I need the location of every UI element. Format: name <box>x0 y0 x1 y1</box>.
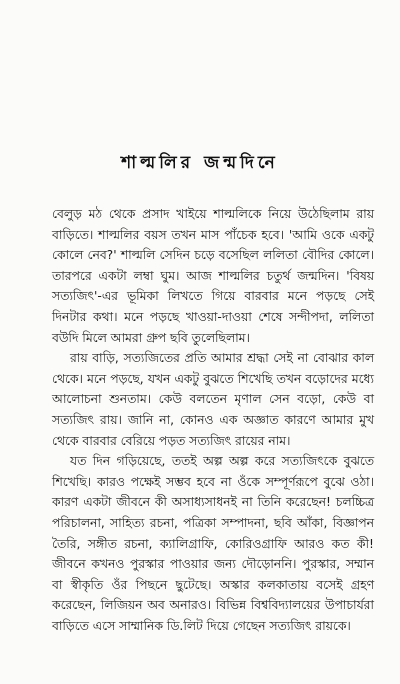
chapter-title: শাল্মলির জন্মদিনে <box>121 153 279 173</box>
paragraph-1: বেলুড় মঠ থেকে প্রসাদ খাইয়ে শাল্মলিকে নিয়ে উঠেছিলাম রায় বাড়িতে। শাল্মলির বয়স তখন মাস পাঁচেক হবে। 'আমি ওকে একটু কোলে নেব?' শাল্মলি সেদিন চড়ে বসেছিল ললিতা বৌদির কোলে। তারপরে একটা লম্বা ঘুম। আজ শাল্মলির চতুর্থ জন্মদিন। 'বিষয় সত্যজিৎ'-এর ভূমিকা লিখতে গিয়ে বারবার মনে পড়ছে সেই দিনটার কথা। মনে পড়ছে খাওয়া-দাওয়া শেষে সন্দীপদা, ললিতা বউদি মিলে আমরা গ্রুপ ছবি তুলেছিলাম। <box>52 207 374 345</box>
paragraph-3: যত দিন গড়িয়েছে, ততই অল্প অল্প করে সত্যজিৎকে বুঝতে শিখেছি। কারও পক্ষেই সম্ভব হবে না ওঁকে সম্পূর্ণরূপে বুঝে ওঠা। কারণ একটা জীবনে কী অসাধ্যসাধনই না তিনি করেছেন! চলচ্চিত্র পরিচালনা, সাহিত্য রচনা, পত্রিকা সম্পাদনা, ছবি আঁকা, বিজ্ঞাপন তৈরি, সঙ্গীত রচনা, ক্যালিগ্রাফি, কোরিওগ্রাফি আরও কত কী! জীবনে কখনও পুরস্কার পাওয়ার জন্য দৌড়োননি। পুরস্কার, সম্মান বা স্বীকৃতি ওঁর পিছনে ছুটেছে। অস্কার কলকাতায় বসেই গ্রহণ করেছেন, লিজিয়ন অব অনারও। বিভিন্ন বিশ্ববিদ্যালয়ের উপাচার্যরা বাড়িতে এসে সাম্মানিক ডি.লিট দিয়ে গেছেন সত্যজিৎ রায়কে। <box>52 454 374 633</box>
chapter-body <box>52 204 374 636</box>
paragraph-2: রায় বাড়ি, সত্যজিতের প্রতি আমার শ্রদ্ধা সেই না বোঝার কাল থেকে। মনে পড়ছে, যখন একটু বুঝতে শিখেছি তখন বড়োদের মধ্যে আলোচনা শুনতাম। কেউ বলতেন মৃণাল সেন বড়ো, কেউ বা সত্যজিৎ রায়। জানি না, কোনও এক অজ্ঞাত কারণে আমার মুখ থেকে বারবার বেরিয়ে পড়ত সত্যজিৎ রায়ের নাম। <box>52 351 374 448</box>
